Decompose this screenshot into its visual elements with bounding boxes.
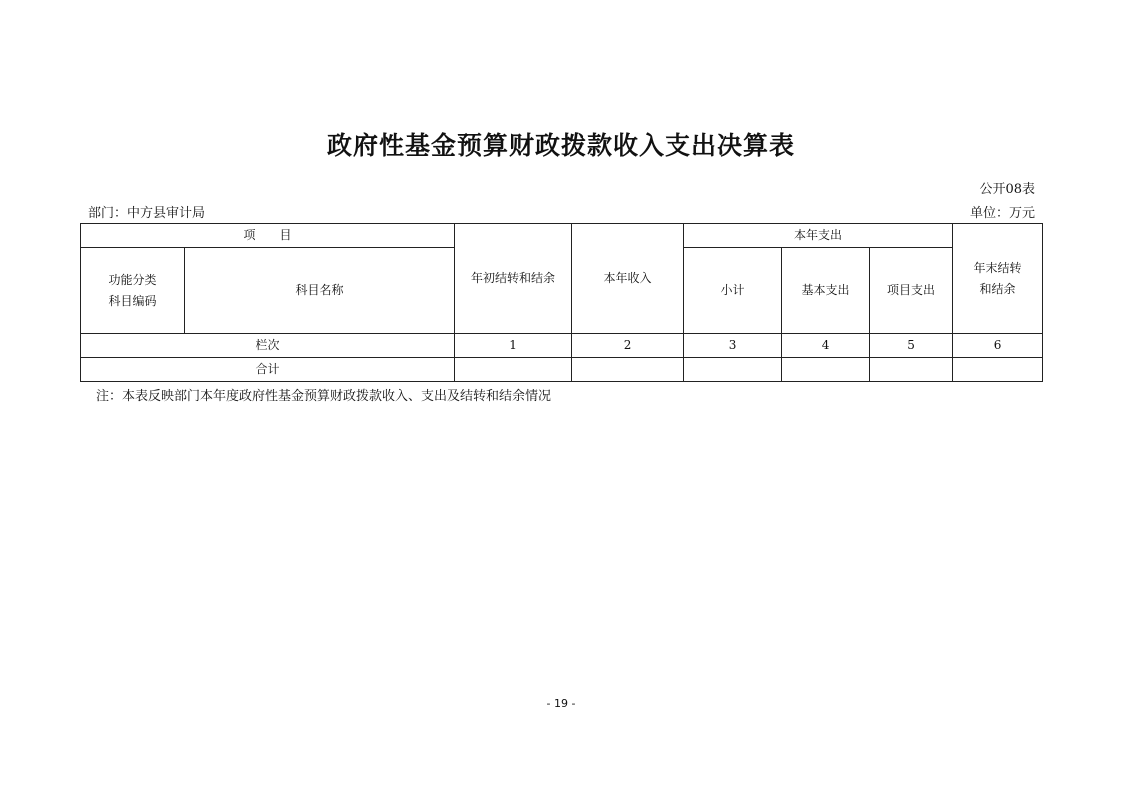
column-index-cell: 2: [572, 334, 684, 358]
department-label: 部门：中方县审计局: [88, 206, 206, 221]
page-number: - 19 -: [546, 697, 576, 710]
total-cell: [455, 358, 572, 382]
column-index-label: 栏次: [81, 334, 455, 358]
func-code-line-2: 科目编码: [108, 293, 157, 308]
current-income-header: 本年收入: [572, 224, 684, 334]
budget-table: [80, 223, 1043, 382]
column-index-cell: 1: [455, 334, 572, 358]
unit-label: 单位：万元: [969, 206, 1035, 221]
column-index-row: [81, 334, 1043, 358]
item-group-header: 项 目: [81, 224, 455, 248]
total-cell: [684, 358, 782, 382]
column-index-cell: 5: [870, 334, 953, 358]
subject-name-header: 科目名称: [185, 248, 455, 334]
header-row-1: [81, 224, 1043, 248]
beginning-balance-header: 年初结转和结余: [455, 224, 572, 334]
total-cell: [870, 358, 953, 382]
ending-balance-line-2: 和结余: [979, 281, 1016, 296]
form-number: 公开08表: [979, 182, 1035, 197]
basic-expense-header: 基本支出: [782, 248, 870, 334]
current-expense-group-header: 本年支出: [684, 224, 953, 248]
func-code-line-1: 功能分类: [108, 273, 157, 288]
total-row: [81, 358, 1043, 382]
total-cell: [782, 358, 870, 382]
ending-balance-header: [953, 224, 1043, 334]
total-label: 合计: [81, 358, 455, 382]
column-index-cell: 3: [684, 334, 782, 358]
project-expense-header: 项目支出: [870, 248, 953, 334]
total-cell: [572, 358, 684, 382]
func-code-header: [81, 248, 185, 334]
table-note: 注：本表反映部门本年度政府性基金预算财政拨款收入、支出及结转和结余情况: [96, 389, 552, 404]
column-index-cell: 6: [953, 334, 1043, 358]
subtotal-header: 小计: [684, 248, 782, 334]
total-cell: [953, 358, 1043, 382]
column-index-cell: 4: [782, 334, 870, 358]
ending-balance-line-1: 年末结转: [973, 261, 1022, 276]
page-title: 政府性基金预算财政拨款收入支出决算表: [326, 131, 795, 160]
